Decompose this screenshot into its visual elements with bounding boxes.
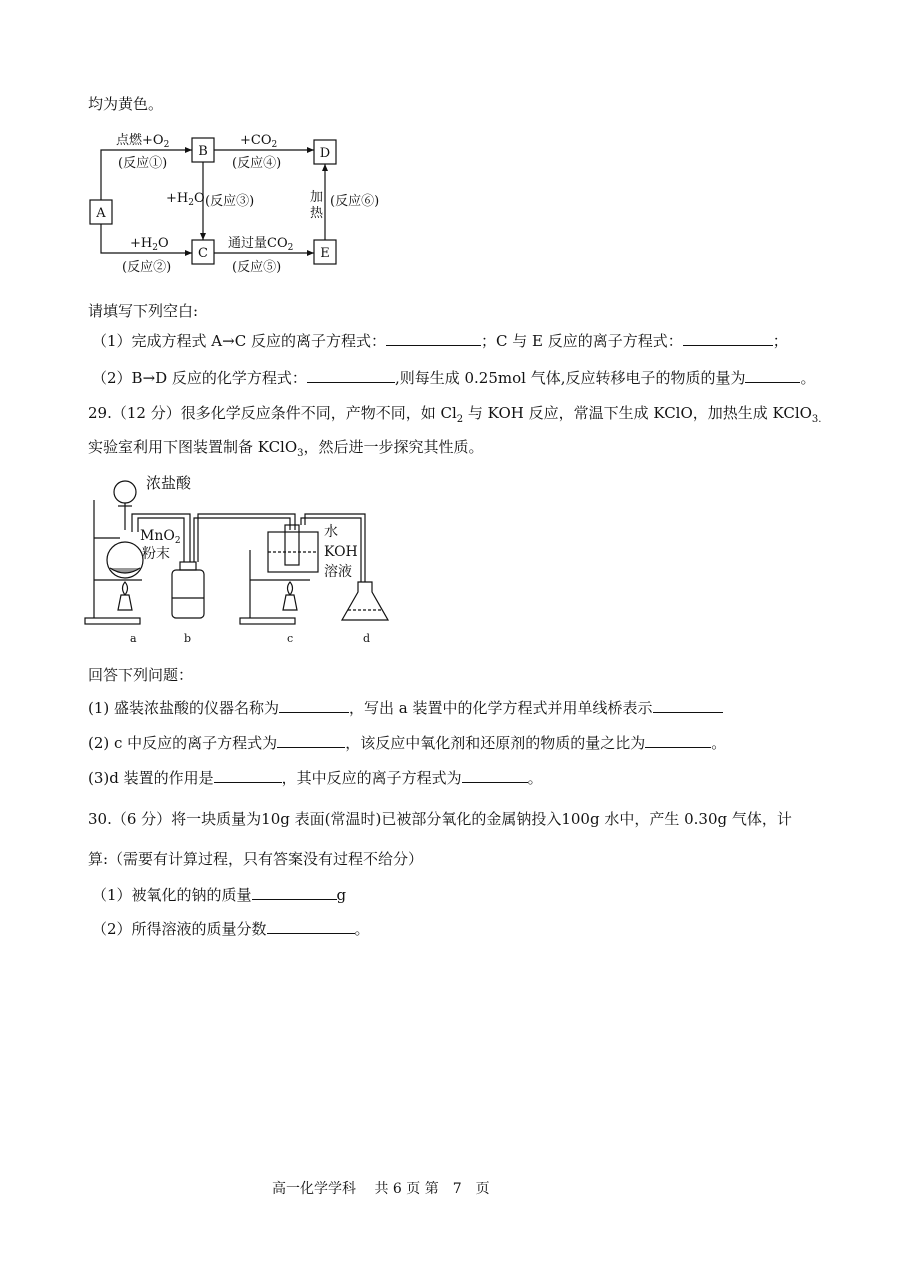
r3-condition: $+H_2O$ xyxy=(166,191,205,208)
r4-label: (反应④) xyxy=(232,156,282,171)
q30-part1: （1）被氧化的钠的质量 g xyxy=(92,886,347,904)
r1-label: (反应①) xyxy=(118,156,168,171)
answer-blank[interactable] xyxy=(277,733,345,748)
label-c: c xyxy=(287,632,294,645)
answer-blank[interactable] xyxy=(252,885,337,900)
q29-answer-prompt: 回答下列问题： xyxy=(88,666,194,684)
label-mno2: MnO$_2$ xyxy=(140,528,181,546)
r3-label: (反应③) xyxy=(205,194,255,209)
answer-blank[interactable] xyxy=(267,919,355,934)
q29-sub3: (3)d 装置的作用是 ，其中反应的离子方程式为 。 xyxy=(88,769,543,787)
answer-blank[interactable] xyxy=(279,698,349,713)
r4-condition: $+CO_2$ xyxy=(240,133,278,150)
label-a: a xyxy=(130,632,137,645)
q29-sub2: (2) c 中反应的离子方程式为 ，该反应中氧化剂和还原剂的物质的量之比为 。 xyxy=(88,734,727,752)
label-b: b xyxy=(184,632,192,645)
q30-head: 30.（6 分）将一块质量为10g 表面(常温时)已被部分氧化的金属钠投入100g 水中，产生 0.30g 气体，计 xyxy=(88,810,792,828)
answer-blank[interactable] xyxy=(653,698,723,713)
box-D-label: D xyxy=(319,146,331,161)
apparatus-diagram xyxy=(80,470,400,650)
r6-heat-2: 热 xyxy=(310,206,324,221)
q29-sub1: (1) 盛装浓盐酸的仪器名称为 ，写出 a 装置中的化学方程式并用单线桥表示 xyxy=(88,697,723,719)
box-A-label: A xyxy=(96,206,106,221)
r6-label: (反应⑥) xyxy=(330,194,380,209)
q28-part1: （1）完成方程式 A→C 反应的离子方程式： ；C 与 E 反应的离子方程式： ； xyxy=(92,332,788,350)
reaction-flow-diagram xyxy=(80,125,420,275)
q29-line2: 实验室利用下图装置制备 KClO$_3$，然后进一步探究其性质。 xyxy=(88,438,484,459)
label-conc-hcl: 浓盐酸 xyxy=(146,474,192,492)
box-E-label: E xyxy=(320,246,330,261)
answer-blank[interactable] xyxy=(683,331,773,346)
page-footer: 高一化学学科 共 6 页 第 7 页 xyxy=(272,1181,490,1197)
q28-part2: （2）B→D 反应的化学方程式： ,则每生成 0.25mol 气体,反应转移电子的物质的量为 。 xyxy=(92,369,816,387)
answer-blank[interactable] xyxy=(214,768,282,783)
box-C-label: C xyxy=(198,246,208,261)
r1-condition: 点燃$+O_2$ xyxy=(116,133,170,150)
q30-line2: 算:（需要有计算过程，只有答案没有过程不给分） xyxy=(88,850,424,868)
answer-blank[interactable] xyxy=(645,733,711,748)
label-water: 水 xyxy=(324,524,338,540)
label-d: d xyxy=(363,632,371,645)
intro-line: 均为黄色。 xyxy=(88,95,164,113)
q29-head: 29.（12 分）很多化学反应条件不同，产物不同，如 $Cl_2$ 与 KOH 反应，常温下生成 KClO，加热生成 KClO$_{3.}$ xyxy=(88,404,822,425)
answer-blank[interactable] xyxy=(307,368,395,383)
r2-label: (反应②) xyxy=(122,260,172,275)
r2-condition: $+H_2O$ xyxy=(130,236,169,253)
label-koh: KOH xyxy=(324,544,358,560)
answer-blank[interactable] xyxy=(745,368,800,383)
answer-blank[interactable] xyxy=(386,331,481,346)
label-powder: 粉末 xyxy=(142,546,170,562)
q28-prompt: 请填写下列空白: xyxy=(88,302,199,320)
label-solution: 溶液 xyxy=(324,564,352,580)
q30-part2: （2）所得溶液的质量分数 。 xyxy=(92,920,370,938)
r5-label: (反应⑤) xyxy=(232,260,282,275)
r5-condition: 通过量$CO_2$ xyxy=(228,236,294,253)
box-B-label: B xyxy=(198,144,208,159)
answer-blank[interactable] xyxy=(462,768,528,783)
r6-heat-1: 加 xyxy=(310,190,324,205)
